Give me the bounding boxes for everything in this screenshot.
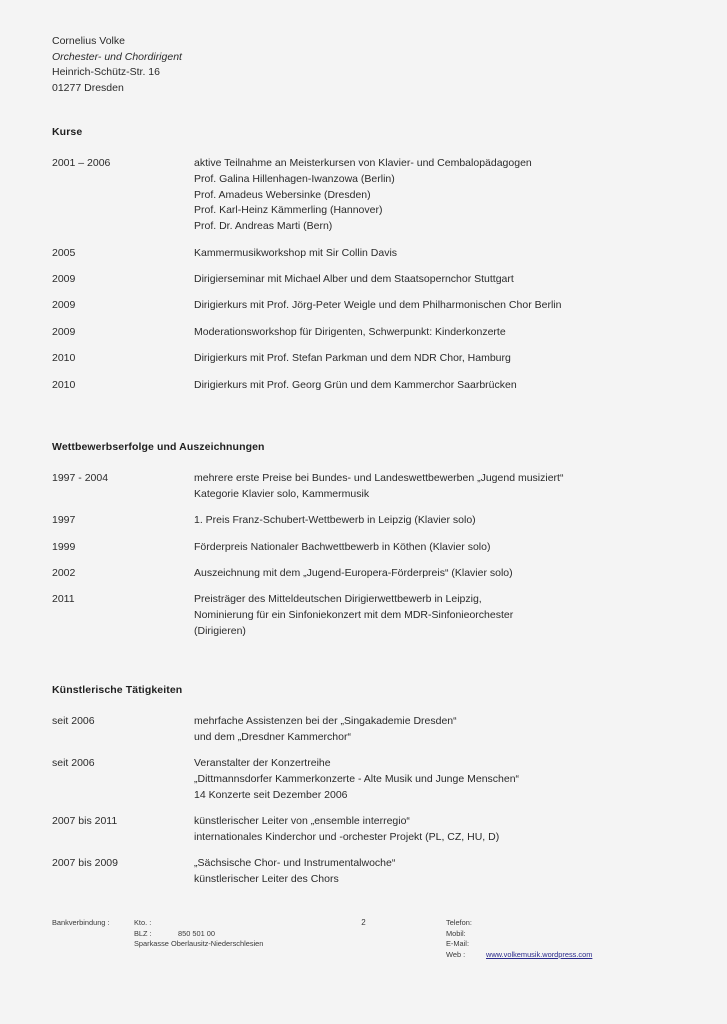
letterhead-street: Heinrich-Schütz-Str. 16 [52,66,160,79]
entry-description [194,592,682,639]
entry-description-line: Preisträger des Mitteldeutschen Dirigierwettbewerb in Leipzig, [194,593,482,606]
cv-entry-row [52,566,682,582]
cv-entry-row [52,540,682,556]
entry-date: 2001 – 2006 [52,157,111,169]
entry-date: 2010 [52,378,76,391]
contact-detail-label: Telefon: [446,918,472,927]
entry-description-line: Prof. Dr. Andreas Marti (Bern) [194,220,333,233]
entry-description [194,540,682,556]
bank-detail-value: 850 501 00 [178,928,215,938]
entry-description-line: Prof. Galina Hillenhagen-Iwanzowa (Berlin) [194,172,395,185]
section-heading: Kurse [52,126,83,138]
entry-date: seit 2006 [52,715,95,727]
cv-entry-row [52,246,682,262]
bank-detail-label: Sparkasse Oberlausitz-Niederschlesien [134,939,264,949]
entry-description-line: Förderpreis Nationaler Bachwettbewerb in Köthen (Klavier solo) [194,540,491,553]
entry-description-line: Dirigierkurs mit Prof. Georg Grün und dem Kammerchor Saarbrücken [194,378,517,391]
entry-description [194,714,682,746]
entry-description [194,246,682,262]
contact-detail-line [446,929,592,940]
entry-description-line: (Dirigieren) [194,624,246,637]
website-link[interactable]: www.volkemusik.wordpress.com [486,949,593,959]
cv-entry-row [52,156,682,235]
entry-date: 2010 [52,352,76,365]
contact-detail-line [446,918,592,929]
section-heading: Künstlerische Tätigkeiten [52,684,183,696]
entry-description-line: künstlerischer Leiter von „ensemble interregio“ [194,815,410,828]
bank-label: Bankverbindung : [52,918,110,927]
entry-description [194,814,682,846]
bank-detail-line [134,929,263,940]
entry-description-line: Nominierung für ein Sinfoniekonzert mit dem MDR-Sinfonieorchester [194,609,514,622]
entry-description-line: internationales Kinderchor und -orchester Projekt (PL, CZ, HU, D) [194,830,500,843]
bank-detail-label: Kto. : [134,918,152,927]
contact-details [446,918,592,960]
cv-entry-row [52,856,682,888]
cv-entry-row [52,298,682,314]
entry-description-line: mehrere erste Preise bei Bundes- und Landeswettbewerben „Jugend musiziert“ [194,472,564,484]
entry-description-line: „Dittmannsdorfer Kammerkonzerte - Alte Musik und Junge Menschen“ [194,772,520,785]
cv-entry-row [52,378,682,394]
section-heading: Wettbewerbserfolge und Auszeichnungen [52,441,265,453]
entry-date: 1997 - 2004 [52,472,109,484]
bank-detail-line [134,939,263,950]
entry-description-line: „Sächsische Chor- und Instrumentalwoche“ [194,857,396,870]
entry-description-line: künstlerischer Leiter des Chors [194,873,339,886]
entry-date: 2007 bis 2011 [52,815,118,828]
cv-entry-row [52,592,682,639]
entry-date: 2007 bis 2009 [52,857,118,870]
entry-description-line: Prof. Amadeus Webersinke (Dresden) [194,188,371,201]
entry-description-line: mehrfache Assistenzen bei der „Singakademie Dresden“ [194,715,457,727]
entry-description [194,298,682,314]
cv-entry-row [52,325,682,341]
contact-detail-label: Mobil: [446,928,466,938]
contact-detail-line [446,939,592,950]
cv-entry-row [52,272,682,288]
cv-entry-row [52,714,682,746]
bank-detail-label: BLZ : [134,928,152,938]
contact-detail-label: Web : [446,949,466,959]
entry-description-line: 14 Konzerte seit Dezember 2006 [194,788,348,801]
entry-description-line: Moderationsworkshop für Dirigenten, Schwerpunkt: Kinderkonzerte [194,325,506,338]
entry-description-line: Dirigierseminar mit Michael Alber und dem Staatsopernchor Stuttgart [194,273,514,285]
entry-description-line: Prof. Karl-Heinz Kämmerling (Hannover) [194,204,383,217]
entry-description-line: Auszeichnung mit dem „Jugend-Europera-Förderpreis“ (Klavier solo) [194,567,513,579]
page-number: 2 [361,918,366,927]
cv-entry-row [52,756,682,803]
entry-description-line: aktive Teilnahme an Meisterkursen von Klavier- und Cembalopädagogen [194,157,532,169]
contact-detail-line [446,950,592,961]
cv-entry-row [52,351,682,367]
entry-description-line: 1. Preis Franz-Schubert-Wettbewerb in Leipzig (Klavier solo) [194,514,476,527]
entry-description [194,471,682,503]
entry-description-line: Kategorie Klavier solo, Kammermusik [194,487,370,500]
entry-date: 2009 [52,325,76,338]
entry-description [194,272,682,288]
entry-date: 2009 [52,273,76,285]
cv-entry-row [52,471,682,503]
entry-description [194,325,682,341]
entry-date: 1999 [52,540,76,553]
entry-description-line: Dirigierkurs mit Prof. Stefan Parkman und dem NDR Chor, Hamburg [194,352,511,365]
entry-description-line: Veranstalter der Konzertreihe [194,757,331,770]
entry-description [194,351,682,367]
entry-date: seit 2006 [52,757,95,770]
entry-date: 2005 [52,246,76,259]
entry-description-line: und dem „Dresdner Kammerchor“ [194,730,351,743]
entry-date: 1997 [52,514,76,527]
entry-description [194,156,682,235]
letterhead-name: Cornelius Volke [52,35,125,47]
cv-entry-row [52,814,682,846]
entry-description [194,856,682,888]
entry-description-line: Kammermusikworkshop mit Sir Collin Davis [194,246,398,259]
entry-description [194,513,682,529]
cv-entry-row [52,513,682,529]
entry-date: 2002 [52,567,76,579]
entry-description [194,566,682,582]
entry-date: 2011 [52,593,75,606]
entry-description-line: Dirigierkurs mit Prof. Jörg-Peter Weigle und dem Philharmonischen Chor Berlin [194,299,562,312]
letterhead-role: Orchester- und Chordirigent [52,50,182,63]
entry-description [194,378,682,394]
entry-description [194,756,682,803]
letterhead-city: 01277 Dresden [52,81,124,94]
contact-detail-label: E-Mail: [446,939,469,949]
entry-date: 2009 [52,299,76,312]
letterhead [52,34,182,96]
